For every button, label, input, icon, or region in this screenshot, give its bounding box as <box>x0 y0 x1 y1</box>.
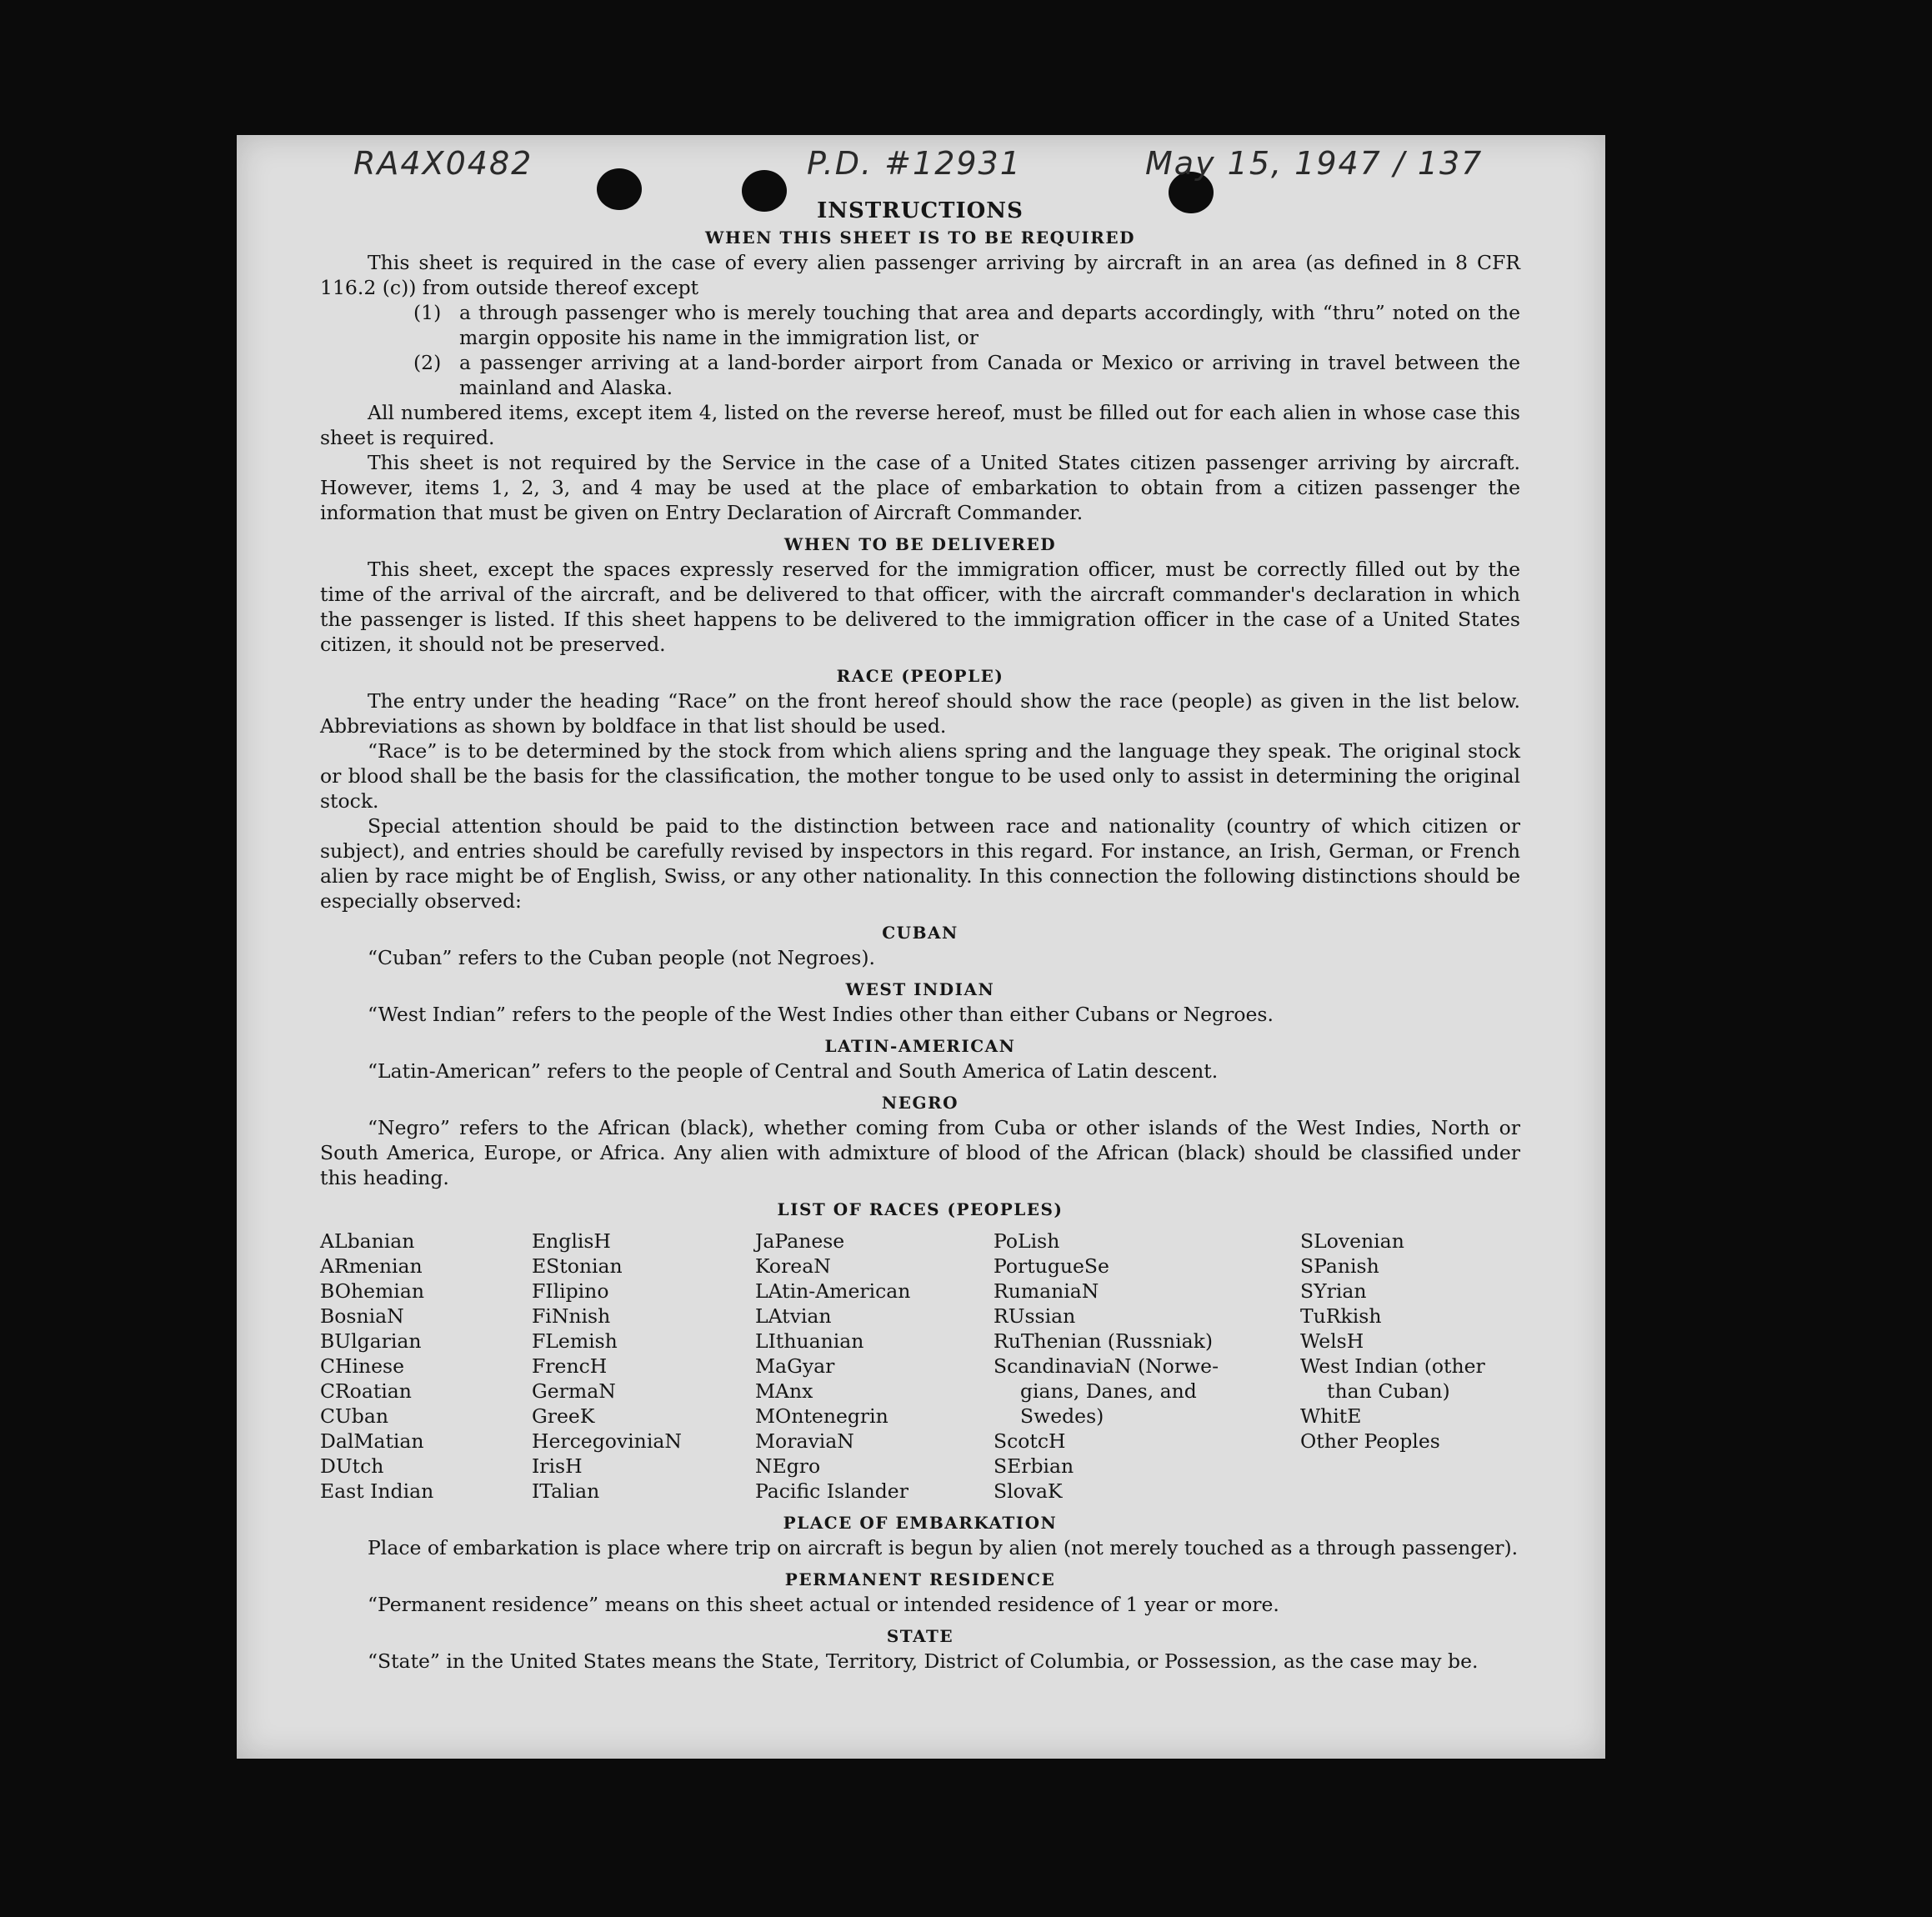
race-entry: RumaniaN <box>994 1279 1099 1303</box>
paragraph: “Latin-American” refers to the people of Central and South America of Latin descent. <box>368 1059 1219 1083</box>
paragraph: “State” in the United States means the State, Territory, District of Columbia, or Possession, as the case may be. <box>368 1649 1479 1673</box>
race-entry: JaPanese <box>755 1229 845 1253</box>
race-entry: LIthuanian <box>755 1329 864 1353</box>
paragraph: This sheet, except the spaces expressly reserved for the immigration officer, must be correctly filled out by the time of the arrival of the aircraft, and be delivered to that officer, with the aircraft commander's declaration in which the passenger is listed. If this sheet happens to be delivered to the immigration officer in the case of a United States citizen, it should not be preserved. <box>320 558 1520 656</box>
race-entry: LAtin-American <box>755 1279 911 1303</box>
race-entry: GreeK <box>532 1404 595 1428</box>
paragraph: Place of embarkation is place where trip on aircraft is begun by alien (not merely touched as a through passenger). <box>368 1536 1519 1559</box>
race-list <box>320 1229 1520 1504</box>
race-entry: BOhemian <box>320 1279 424 1303</box>
race-entry: ScotcH <box>994 1429 1066 1453</box>
handwritten-note-left: RA4X0482 <box>353 145 533 182</box>
section-heading: WHEN TO BE DELIVERED <box>783 534 1057 554</box>
race-entry: GermaN <box>532 1379 616 1403</box>
handwritten-note-middle: P.D. #12931 <box>807 145 1022 182</box>
race-entry: DalMatian <box>320 1429 424 1453</box>
paragraph: Special attention should be paid to the distinction between race and nationality (country of which citizen or subject), and entries should be carefully revised by inspectors in this regard. For instance, an Irish, German, or French alien by race might be of English, Swiss, or any other nationality. In this connection the following distinctions should be especially observed: <box>320 814 1520 913</box>
race-entry: FLemish <box>532 1329 618 1353</box>
paragraph: “Race” is to be determined by the stock from which aliens spring and the language they speak. The original stock or blood shall be the basis for the classification, the mother tongue to be used only to assist in determining the original stock. <box>320 739 1520 813</box>
race-entry: MaGyar <box>755 1354 835 1378</box>
race-entry: than Cuban) <box>1327 1379 1450 1403</box>
paragraph: All numbered items, except item 4, listed on the reverse hereof, must be filled out for each alien in whose case this sheet is required. <box>320 401 1520 449</box>
race-entry: BosniaN <box>320 1304 404 1328</box>
race-column <box>1300 1229 1520 1504</box>
race-entry: NEgro <box>755 1454 821 1478</box>
race-entry: ARmenian <box>320 1254 423 1278</box>
paragraph: The entry under the heading “Race” on the front hereof should show the race (people) as given in the list below. Abbreviations as shown by boldface in that list should be used. <box>320 689 1520 738</box>
race-entry: WelsH <box>1300 1329 1364 1353</box>
race-entry: CUban <box>320 1404 388 1428</box>
race-entry: LAtvian <box>755 1304 832 1328</box>
race-entry: ScandinaviaN (Norwe- <box>994 1354 1219 1378</box>
paragraph: This sheet is required in the case of every alien passenger arriving by aircraft in an area (as defined in 8 CFR 116.2 (c)) from outside thereof except <box>320 251 1520 299</box>
race-column <box>755 1229 994 1504</box>
race-entry: FrencH <box>532 1354 608 1378</box>
race-entry: RUssian <box>994 1304 1076 1328</box>
section-heading: PERMANENT RESIDENCE <box>784 1569 1056 1589</box>
race-entry: East Indian <box>320 1479 434 1503</box>
race-entry: MOntenegrin <box>755 1404 888 1428</box>
paragraph: “Cuban” refers to the Cuban people (not Negroes). <box>368 946 876 969</box>
race-entry: SPanish <box>1300 1254 1379 1278</box>
race-entry: KoreaN <box>755 1254 831 1278</box>
race-entry: TuRkish <box>1300 1304 1382 1328</box>
race-column <box>320 1229 532 1504</box>
race-entry: Other Peoples <box>1300 1429 1440 1453</box>
race-entry: MoraviaN <box>755 1429 854 1453</box>
race-entry: IrisH <box>532 1454 583 1478</box>
instructions-body <box>320 193 1520 1674</box>
race-entry: Pacific Islander <box>755 1479 908 1503</box>
document-page <box>237 135 1605 1759</box>
race-entry: BUlgarian <box>320 1329 422 1353</box>
race-entry: SlovaK <box>994 1479 1063 1503</box>
section-heading: NEGRO <box>881 1093 959 1113</box>
section-heading: CUBAN <box>882 923 958 943</box>
section-heading: WEST INDIAN <box>845 979 995 999</box>
race-column <box>532 1229 755 1504</box>
race-column <box>994 1229 1300 1504</box>
section-heading: PLACE OF EMBARKATION <box>783 1513 1058 1533</box>
page-title: INSTRUCTIONS <box>817 198 1024 223</box>
paragraph: “Negro” refers to the African (black), whether coming from Cuba or other islands of the West Indies, North or South America, Europe, or Africa. Any alien with admixture of blood of the African (black) should be classified under this heading. <box>320 1116 1520 1189</box>
race-entry: SLovenian <box>1300 1229 1404 1253</box>
race-entry: SErbian <box>994 1454 1074 1478</box>
race-entry: EStonian <box>532 1254 623 1278</box>
race-entry: CRoatian <box>320 1379 412 1403</box>
race-entry: PortugueSe <box>994 1254 1109 1278</box>
race-entry: SYrian <box>1300 1279 1367 1303</box>
race-entry: gians, Danes, and <box>1020 1379 1197 1403</box>
list-item: (1) a through passenger who is merely touching that area and departs accordingly, with “thru” noted on the margin opposite his name in the immigration list, or <box>413 301 1520 349</box>
race-entry: West Indian (other <box>1300 1354 1485 1378</box>
race-entry: FiNnish <box>532 1304 611 1328</box>
paragraph: “Permanent residence” means on this sheet actual or intended residence of 1 year or more. <box>368 1593 1279 1616</box>
race-entry: PoLish <box>994 1229 1060 1253</box>
race-entry: FIlipino <box>532 1279 609 1303</box>
race-entry: HercegoviniaN <box>532 1429 682 1453</box>
section-heading: LIST OF RACES (PEOPLES) <box>777 1199 1064 1219</box>
race-entry: WhitE <box>1300 1404 1362 1428</box>
race-entry: EnglisH <box>532 1229 611 1253</box>
race-entry: RuThenian (Russniak) <box>994 1329 1213 1353</box>
race-entry: CHinese <box>320 1354 404 1378</box>
race-entry: ITalian <box>532 1479 600 1503</box>
list-item: (2) a passenger arriving at a land-border airport from Canada or Mexico or arriving in travel between the mainland and Alaska. <box>413 351 1520 399</box>
section-heading: LATIN-AMERICAN <box>824 1036 1016 1056</box>
race-entry: DUtch <box>320 1454 384 1478</box>
section-heading: STATE <box>886 1626 954 1646</box>
race-entry: Swedes) <box>1020 1404 1104 1428</box>
paragraph: This sheet is not required by the Service in the case of a United States citizen passenger arriving by aircraft. However, items 1, 2, 3, and 4 may be used at the place of embarkation to obtain from a citizen passenger the information that must be given on Entry Declaration of Aircraft Commander. <box>320 451 1520 524</box>
race-entry: ALbanian <box>320 1229 415 1253</box>
race-entry: MAnx <box>755 1379 813 1403</box>
section-heading: RACE (PEOPLE) <box>836 666 1004 686</box>
paragraph: “West Indian” refers to the people of the West Indies other than either Cubans or Negroes. <box>368 1003 1274 1026</box>
section-heading: WHEN THIS SHEET IS TO BE REQUIRED <box>705 228 1135 248</box>
handwritten-note-right: May 15, 1947 / 137 <box>1145 145 1484 182</box>
